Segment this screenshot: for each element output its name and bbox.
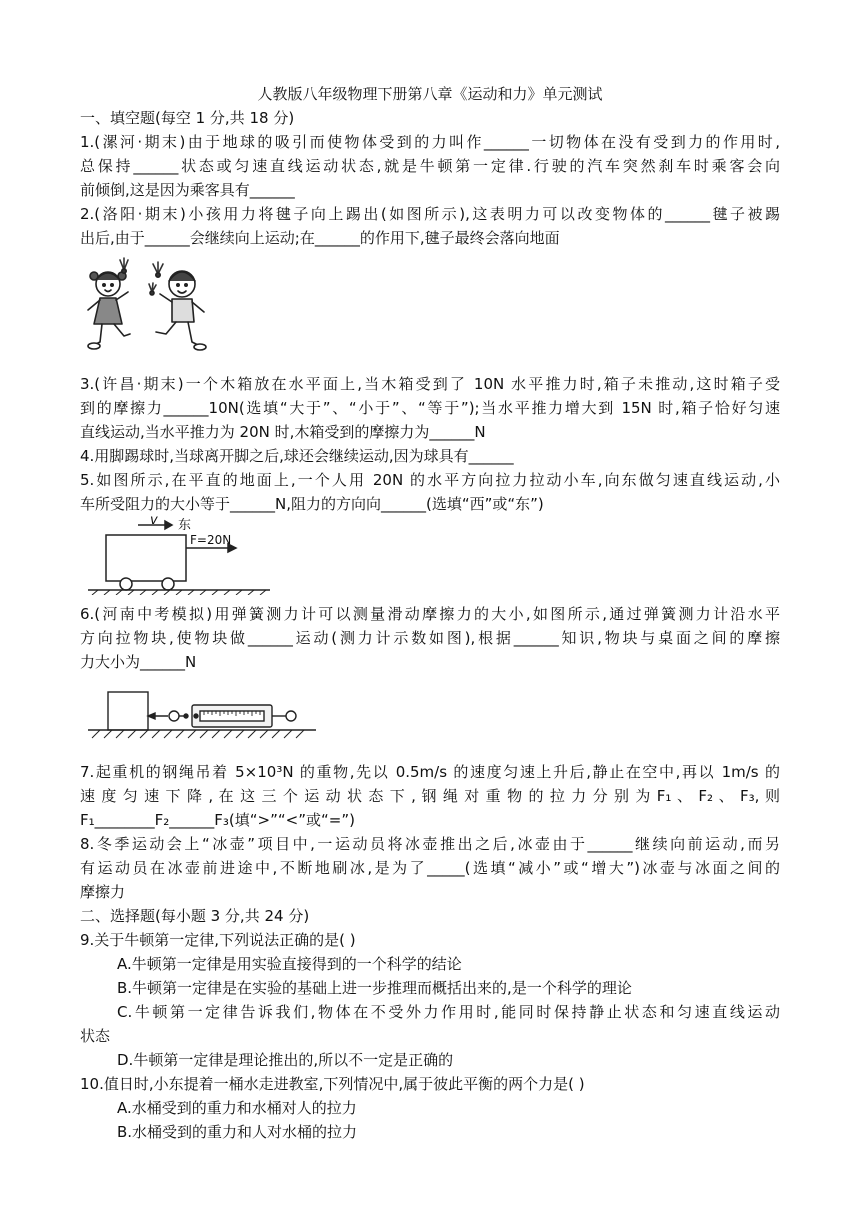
question-6-line-3: 力大小为______N bbox=[80, 653, 197, 671]
velocity-label: v bbox=[150, 515, 158, 528]
wooden-block bbox=[108, 692, 148, 730]
question-9-stem: 9.关于牛顿第一定律,下列说法正确的是( ) bbox=[80, 931, 356, 949]
page-title: 人教版八年级物理下册第八章《运动和力》单元测试 bbox=[257, 85, 603, 103]
kicking-shuttlecock-illustration bbox=[80, 254, 215, 358]
question-6-line-2: 方向拉物块,使物块做______运动(测力计示数如图),根据______知识,物块与桌面之间的摩擦 bbox=[80, 629, 780, 647]
cart-body bbox=[106, 535, 186, 581]
question-1-line-3: 前倾倒,这是因为乘客具有______ bbox=[80, 181, 295, 199]
question-7-line-2: 速 度 匀 速 下 降 , 在 这 三 个 运 动 状 态 下 , 钢 绳 对 重 物 的 拉 力 分 别 为 F₁ 、 F₂ 、 F₃, 则 bbox=[80, 787, 780, 805]
question-8-line-2: 有运动员在冰壶前进途中,不断地刷冰,是为了_____(选填“减小”或“增大”)冰壶与冰面之间的 bbox=[80, 859, 780, 877]
cart-wheel bbox=[120, 578, 132, 590]
section-heading-multiple-choice: 二、选择题(每小题 3 分,共 24 分) bbox=[80, 907, 310, 925]
section-heading-fill-in: 一、填空题(每空 1 分,共 18 分) bbox=[80, 109, 295, 127]
question-4-line-1: 4.用脚踢球时,当球离开脚之后,球还会继续运动,因为球具有______ bbox=[80, 447, 514, 465]
question-3-line-3: 直线运动,当水平推力为 20N 时,木箱受到的摩擦力为______N bbox=[80, 423, 486, 441]
question-9-option-a: A.牛顿第一定律是用实验直接得到的一个科学的结论 bbox=[117, 955, 462, 973]
question-7-line-3: F₁________F₂______F₃(填“>”“<”或“=”) bbox=[80, 811, 355, 829]
question-3-line-1: 3.(许昌·期末)一个木箱放在水平面上,当木箱受到了 10N 水平推力时,箱子未推动,这时箱子受 bbox=[80, 375, 780, 393]
question-9-option-c-line-1: C.牛顿第一定律告诉我们,物体在不受外力作用时,能同时保持静止状态和匀速直线运动 bbox=[117, 1003, 780, 1021]
question-2-line-2: 出后,由于______会继续向上运动;在______的作用下,毽子最终会落向地面 bbox=[80, 229, 560, 247]
direction-east-label: 东 bbox=[178, 518, 192, 533]
spring-scale-diagram bbox=[88, 688, 318, 746]
question-10-option-b: B.水桶受到的重力和人对水桶的拉力 bbox=[117, 1123, 358, 1141]
question-10-option-a: A.水桶受到的重力和水桶对人的拉力 bbox=[117, 1099, 357, 1117]
force-label: F=20N bbox=[190, 533, 232, 547]
question-5-line-2: 车所受阻力的大小等于______N,阻力的方向向______(选填“西”或“东”) bbox=[80, 495, 544, 513]
question-2-line-1: 2.(洛阳·期末)小孩用力将毽子向上踢出(如图所示),这表明力可以改变物体的______毽子被踢 bbox=[80, 205, 780, 223]
question-8-line-1: 8.冬季运动会上“冰壶”项目中,一运动员将冰壶推出之后,冰壶由于______继续向前运动,而另 bbox=[80, 835, 780, 853]
question-5-line-1: 5.如图所示,在平直的地面上,一个人用 20N 的水平方向拉力拉动小车,向东做匀速直线运动,小 bbox=[80, 471, 780, 489]
question-1-line-2: 总保持______状态或匀速直线运动状态,就是牛顿第一定律.行驶的汽车突然刹车时乘客会向 bbox=[80, 157, 780, 175]
question-9-option-d: D.牛顿第一定律是理论推出的,所以不一定是正确的 bbox=[117, 1051, 454, 1069]
question-9-option-b: B.牛顿第一定律是在实验的基础上进一步推理而概括出来的,是一个科学的理论 bbox=[117, 979, 632, 997]
question-6-line-1: 6.(河南中考模拟)用弹簧测力计可以测量滑动摩擦力的大小,如图所示,通过弹簧测力计沿水平 bbox=[80, 605, 780, 623]
question-7-line-1: 7.起重机的钢绳吊着 5×10³N 的重物,先以 0.5m/s 的速度匀速上升后,静止在空中,再以 1m/s 的 bbox=[80, 763, 780, 781]
question-3-line-2: 到的摩擦力______10N(选填“大于”、“小于”、“等于”);当水平推力增大到 15N 时,箱子恰好匀速 bbox=[80, 399, 780, 417]
question-9-option-c-line-2: 状态 bbox=[80, 1027, 111, 1045]
question-8-line-3: 摩擦力 bbox=[80, 883, 126, 901]
question-10-stem: 10.值日时,小东提着一桶水走进教室,下列情况中,属于彼此平衡的两个力是( ) bbox=[80, 1075, 585, 1093]
question-1-line-1: 1.(漯河·期末)由于地球的吸引而使物体受到的力叫作______一切物体在没有受到力的作用时, bbox=[80, 133, 780, 151]
cart-wheel bbox=[162, 578, 174, 590]
cart-pull-diagram bbox=[80, 515, 280, 595]
